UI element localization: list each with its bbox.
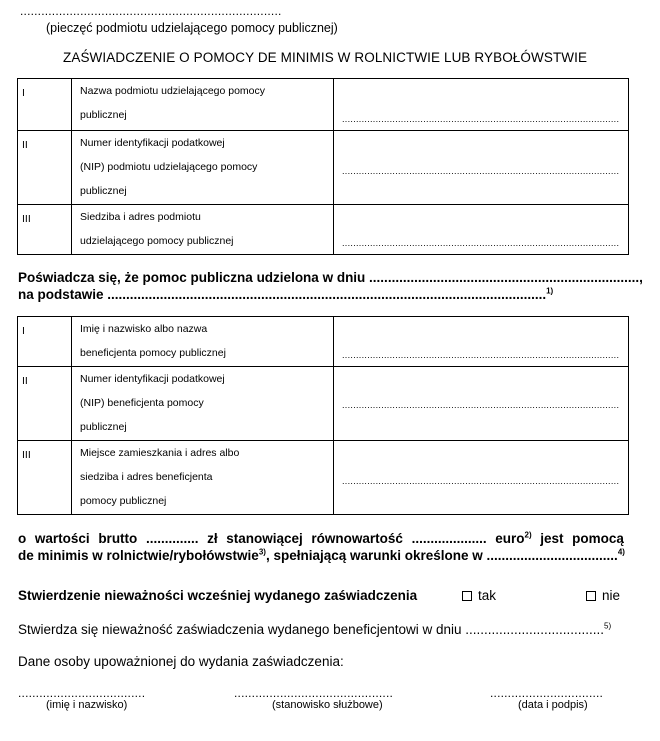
value-word: zł xyxy=(207,531,218,546)
value-word: pomocą xyxy=(572,531,624,546)
signature-name-dots[interactable]: .................................... xyxy=(18,686,146,700)
invalidity-statement-text: Stwierdza się nieważność zaświadczenia wydanego beneficjentowi w dniu ..................................... xyxy=(18,622,605,637)
label-line: (NIP) podmiotu udzielającego pomocy xyxy=(80,161,258,173)
certify-basis-line xyxy=(18,287,553,302)
value-word: wartości xyxy=(34,531,90,546)
row-number: II xyxy=(18,367,72,441)
row-number: II xyxy=(18,131,72,205)
label-line: (NIP) beneficjenta pomocy xyxy=(80,397,204,409)
label-line: Miejsce zamieszkania i adres albo xyxy=(80,447,240,459)
option-yes[interactable] xyxy=(462,588,496,603)
beneficiary-table xyxy=(17,316,629,515)
value-text: de minimis w rolnictwie/rybołówstwie xyxy=(18,548,259,563)
label-line: pomocy publicznej xyxy=(80,495,167,507)
row-label xyxy=(72,79,334,131)
value-word: o xyxy=(18,531,27,546)
label-line: beneficjenta pomocy publicznej xyxy=(80,347,226,359)
footnote-ref: 5) xyxy=(604,621,612,631)
table-row xyxy=(18,131,629,205)
fill-dots: ................................................................................................... xyxy=(342,476,620,486)
label-line: Numer identyfikacji podatkowej xyxy=(80,373,225,385)
value-amount-blank: .............. xyxy=(145,531,199,546)
footnote-ref: 2) xyxy=(524,530,532,540)
fill-dots: ................................................................................................... xyxy=(342,238,620,248)
label-line: Imię i nazwisko albo nazwa xyxy=(80,323,208,335)
euro-text: euro xyxy=(495,531,525,546)
stamp-dotted-line: .......................................................................... xyxy=(20,4,282,18)
row-number: I xyxy=(18,317,72,367)
value-word: stanowiącej xyxy=(226,531,303,546)
label-line: publicznej xyxy=(80,421,127,433)
beneficiary-name-field[interactable] xyxy=(334,317,629,367)
table-row xyxy=(18,441,629,515)
invalidity-label: Stwierdzenie nieważności wcześniej wydanego zaświadczenia xyxy=(18,588,418,603)
signature-position-dots[interactable]: ............................................. xyxy=(234,686,394,700)
row-label xyxy=(72,317,334,367)
value-word: brutto xyxy=(98,531,138,546)
certify-date-line: Poświadcza się, że pomoc publiczna udzielona w dniu ........................................................................, xyxy=(18,270,643,285)
fill-dots: ................................................................................................... xyxy=(342,166,620,176)
fill-dots: ................................................................................................... xyxy=(342,350,620,360)
value-euro-blank: .................... xyxy=(411,531,487,546)
certify-basis-text: na podstawie ..................................................................................................................... xyxy=(18,287,547,302)
label-line: siedziba i adres beneficjenta xyxy=(80,471,213,483)
fill-dots: ................................................................................................... xyxy=(342,114,620,124)
table-row xyxy=(18,79,629,131)
row-label xyxy=(72,205,334,255)
document-title: ZAŚWIADCZENIE O POMOCY DE MINIMIS W ROLNICTWIE LUB RYBOŁÓWSTWIE xyxy=(63,50,588,65)
option-no[interactable] xyxy=(586,588,620,603)
checkbox-yes[interactable] xyxy=(462,591,472,601)
beneficiary-address-field[interactable] xyxy=(334,441,629,515)
row-number: I xyxy=(18,79,72,131)
row-label xyxy=(72,441,334,515)
row-label xyxy=(72,367,334,441)
footnote-ref: 3) xyxy=(258,547,266,557)
value-line-2 xyxy=(18,548,625,563)
signature-position-caption: (stanowisko służbowe) xyxy=(272,699,383,711)
label-line: Siedziba i adres podmiotu xyxy=(80,211,201,223)
row-number: III xyxy=(18,205,72,255)
signature-name-caption: (imię i nazwisko) xyxy=(46,699,128,711)
authorized-heading: Dane osoby upoważnionej do wydania zaświadczenia: xyxy=(18,654,344,669)
value-word: jest xyxy=(540,531,564,546)
row-number: III xyxy=(18,441,72,515)
option-no-label: nie xyxy=(602,588,621,603)
granting-entity-name-field[interactable] xyxy=(334,79,629,131)
stamp-caption: (pieczęć podmiotu udzielającego pomocy publicznej) xyxy=(46,21,338,35)
value-word xyxy=(495,531,531,546)
value-line xyxy=(18,531,624,546)
table-row xyxy=(18,205,629,255)
footnote-ref: 4) xyxy=(617,547,625,557)
invalidity-statement xyxy=(18,622,611,637)
fill-dots: ................................................................................................... xyxy=(342,400,620,410)
table-row xyxy=(18,367,629,441)
value-word: równowartość xyxy=(311,531,403,546)
label-line: udzielającego pomocy publicznej xyxy=(80,235,234,247)
granting-entity-nip-field[interactable] xyxy=(334,131,629,205)
granting-entity-address-field[interactable] xyxy=(334,205,629,255)
signature-date-dots[interactable]: ................................ xyxy=(490,686,604,700)
footnote-ref: 1) xyxy=(546,286,554,296)
label-line: publicznej xyxy=(80,185,127,197)
label-line: Numer identyfikacji podatkowej xyxy=(80,137,225,149)
row-label xyxy=(72,131,334,205)
label-line: publicznej xyxy=(80,109,127,121)
beneficiary-nip-field[interactable] xyxy=(334,367,629,441)
label-line: Nazwa podmiotu udzielającego pomocy xyxy=(80,85,266,97)
value-text: , spełniającą warunki określone w ................................... xyxy=(265,548,618,563)
granting-entity-table xyxy=(17,78,629,255)
option-yes-label: tak xyxy=(478,588,497,603)
checkbox-no[interactable] xyxy=(586,591,596,601)
signature-date-caption: (data i podpis) xyxy=(518,699,588,711)
table-row xyxy=(18,317,629,367)
